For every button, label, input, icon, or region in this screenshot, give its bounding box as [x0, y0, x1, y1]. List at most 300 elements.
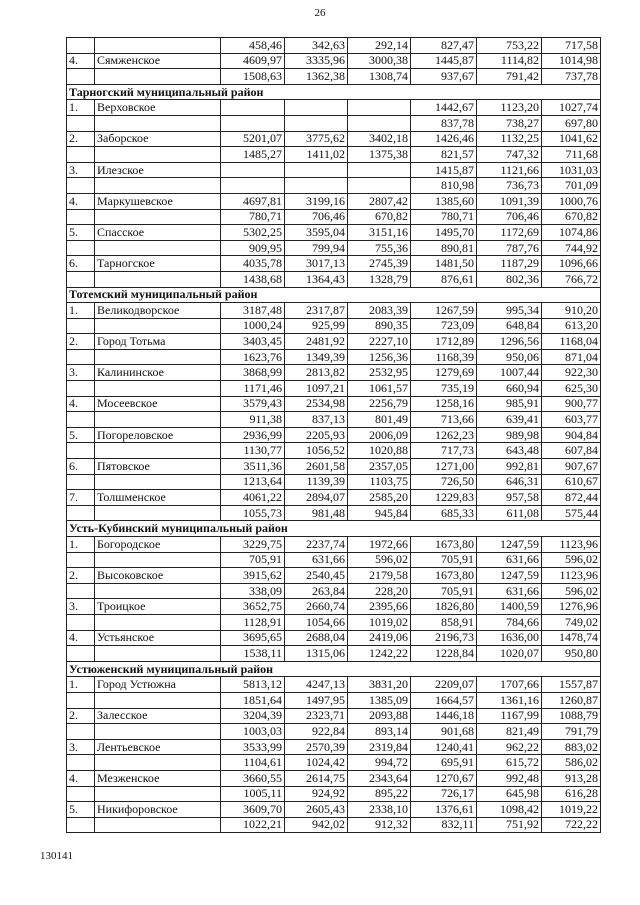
value-cell: 2196,73 — [411, 630, 477, 646]
value-cell: 3511,36 — [221, 459, 285, 475]
table-row — [67, 443, 601, 459]
value-cell: 685,33 — [411, 505, 477, 521]
value-cell: 1007,44 — [477, 365, 542, 381]
value-cell: 4609,97 — [221, 53, 285, 69]
value-cell: 586,02 — [542, 755, 601, 771]
settlement-name — [95, 412, 221, 428]
value-cell: 705,91 — [411, 552, 477, 568]
table-row — [67, 708, 601, 724]
settlement-name — [95, 115, 221, 131]
row-index — [67, 443, 95, 459]
value-cell: 1481,50 — [411, 256, 477, 272]
settlement-name: Заборское — [95, 131, 221, 147]
value-cell: 1664,57 — [411, 692, 477, 708]
tariff-table-body — [67, 38, 601, 833]
value-cell: 3775,62 — [285, 131, 348, 147]
row-index: 4. — [67, 770, 95, 786]
value-cell: 1308,74 — [348, 69, 411, 85]
value-cell: 263,84 — [285, 583, 348, 599]
value-cell: 876,61 — [411, 271, 477, 287]
table-row — [67, 162, 601, 178]
settlement-name: Верховское — [95, 100, 221, 116]
settlement-name — [95, 474, 221, 490]
value-cell: 925,99 — [285, 318, 348, 334]
value-cell: 1411,02 — [285, 147, 348, 163]
value-cell: 911,38 — [221, 412, 285, 428]
settlement-name — [95, 147, 221, 163]
row-index — [67, 786, 95, 802]
row-index — [67, 614, 95, 630]
value-cell: 1074,86 — [542, 225, 601, 241]
value-cell: 802,36 — [477, 271, 542, 287]
district-header-row — [67, 287, 601, 303]
value-cell: 1375,38 — [348, 147, 411, 163]
table-row — [67, 755, 601, 771]
value-cell: 3595,04 — [285, 225, 348, 241]
value-cell: 981,48 — [285, 505, 348, 521]
value-cell: 2807,42 — [348, 193, 411, 209]
value-cell: 1247,59 — [477, 537, 542, 553]
value-cell: 3695,65 — [221, 630, 285, 646]
settlement-name — [95, 443, 221, 459]
district-name: Тотемский муниципальный район — [67, 287, 601, 303]
settlement-name — [95, 755, 221, 771]
value-cell: 2338,10 — [348, 802, 411, 818]
row-index — [67, 115, 95, 131]
value-cell: 799,94 — [285, 240, 348, 256]
value-cell: 1041,62 — [542, 131, 601, 147]
value-cell: 910,20 — [542, 303, 601, 319]
row-index — [67, 817, 95, 833]
value-cell: 1055,73 — [221, 505, 285, 521]
value-cell: 2357,05 — [348, 459, 411, 475]
settlement-name — [95, 349, 221, 365]
settlement-name — [95, 178, 221, 194]
value-cell: 2605,43 — [285, 802, 348, 818]
value-cell: 1054,66 — [285, 614, 348, 630]
table-row — [67, 271, 601, 287]
value-cell: 726,50 — [411, 474, 477, 490]
value-cell: 1362,38 — [285, 69, 348, 85]
value-cell: 697,80 — [542, 115, 601, 131]
value-cell: 5302,25 — [221, 225, 285, 241]
value-cell: 791,79 — [542, 724, 601, 740]
settlement-name — [95, 614, 221, 630]
row-index — [67, 583, 95, 599]
value-cell: 2395,66 — [348, 599, 411, 615]
table-row — [67, 505, 601, 521]
row-index: 1. — [67, 677, 95, 693]
value-cell: 1438,68 — [221, 271, 285, 287]
value-cell: 989,98 — [477, 427, 542, 443]
value-cell: 1123,20 — [477, 100, 542, 116]
table-row — [67, 38, 601, 54]
table-row — [67, 552, 601, 568]
value-cell: 596,02 — [542, 583, 601, 599]
value-cell: 832,11 — [411, 817, 477, 833]
value-cell — [348, 162, 411, 178]
district-name: Усть-Кубинский муниципальный район — [67, 521, 601, 537]
value-cell: 611,08 — [477, 505, 542, 521]
value-cell: 1636,00 — [477, 630, 542, 646]
value-cell: 2570,39 — [285, 739, 348, 755]
row-index — [67, 552, 95, 568]
value-cell: 1296,56 — [477, 334, 542, 350]
row-index: 6. — [67, 459, 95, 475]
value-cell — [285, 162, 348, 178]
row-index: 3. — [67, 162, 95, 178]
table-row — [67, 724, 601, 740]
table-row — [67, 349, 601, 365]
district-header-row — [67, 84, 601, 100]
table-row — [67, 396, 601, 412]
value-cell: 4247,13 — [285, 677, 348, 693]
settlement-name — [95, 381, 221, 397]
value-cell: 228,20 — [348, 583, 411, 599]
settlement-name: Город Тотьма — [95, 334, 221, 350]
value-cell: 1415,87 — [411, 162, 477, 178]
value-cell: 2894,07 — [285, 490, 348, 506]
value-cell: 837,13 — [285, 412, 348, 428]
value-cell: 1400,59 — [477, 599, 542, 615]
value-cell: 1061,57 — [348, 381, 411, 397]
row-index: 2. — [67, 708, 95, 724]
district-name: Устюженский муниципальный район — [67, 661, 601, 677]
row-index — [67, 505, 95, 521]
value-cell: 1495,70 — [411, 225, 477, 241]
value-cell: 1024,42 — [285, 755, 348, 771]
value-cell: 292,14 — [348, 38, 411, 54]
value-cell: 992,48 — [477, 770, 542, 786]
value-cell: 1139,39 — [285, 474, 348, 490]
value-cell: 338,09 — [221, 583, 285, 599]
value-cell: 957,58 — [477, 490, 542, 506]
value-cell: 1020,07 — [477, 646, 542, 662]
value-cell: 1128,91 — [221, 614, 285, 630]
value-cell: 616,28 — [542, 786, 601, 802]
value-cell — [285, 100, 348, 116]
table-row — [67, 334, 601, 350]
table-row — [67, 817, 601, 833]
value-cell: 1098,42 — [477, 802, 542, 818]
settlement-name: Лентьевское — [95, 739, 221, 755]
value-cell: 1229,83 — [411, 490, 477, 506]
value-cell: 893,14 — [348, 724, 411, 740]
value-cell: 1019,22 — [542, 802, 601, 818]
value-cell: 3335,96 — [285, 53, 348, 69]
value-cell — [221, 115, 285, 131]
value-cell: 1442,67 — [411, 100, 477, 116]
value-cell: 1014,98 — [542, 53, 601, 69]
value-cell: 603,77 — [542, 412, 601, 428]
value-cell: 1097,21 — [285, 381, 348, 397]
value-cell: 4061,22 — [221, 490, 285, 506]
value-cell: 1851,64 — [221, 692, 285, 708]
value-cell: 1497,95 — [285, 692, 348, 708]
value-cell: 985,91 — [477, 396, 542, 412]
value-cell: 1000,76 — [542, 193, 601, 209]
value-cell: 801,49 — [348, 412, 411, 428]
value-cell: 2614,75 — [285, 770, 348, 786]
row-index: 5. — [67, 225, 95, 241]
table-row — [67, 583, 601, 599]
table-row — [67, 193, 601, 209]
value-cell: 631,66 — [285, 552, 348, 568]
value-cell: 992,81 — [477, 459, 542, 475]
row-index: 1. — [67, 100, 95, 116]
row-index — [67, 474, 95, 490]
value-cell: 2813,82 — [285, 365, 348, 381]
value-cell: 1426,46 — [411, 131, 477, 147]
settlement-name: Сямженское — [95, 53, 221, 69]
settlement-name — [95, 817, 221, 833]
settlement-name — [95, 646, 221, 662]
value-cell: 3000,38 — [348, 53, 411, 69]
table-row — [67, 692, 601, 708]
value-cell: 858,91 — [411, 614, 477, 630]
row-index — [67, 240, 95, 256]
value-cell: 458,46 — [221, 38, 285, 54]
row-index: 3. — [67, 739, 95, 755]
value-cell: 2745,39 — [348, 256, 411, 272]
settlement-name — [95, 38, 221, 54]
value-cell: 890,81 — [411, 240, 477, 256]
value-cell: 2006,09 — [348, 427, 411, 443]
value-cell: 3199,16 — [285, 193, 348, 209]
value-cell: 3403,45 — [221, 334, 285, 350]
value-cell: 3229,75 — [221, 537, 285, 553]
value-cell: 5813,12 — [221, 677, 285, 693]
value-cell: 1103,75 — [348, 474, 411, 490]
value-cell: 753,22 — [477, 38, 542, 54]
value-cell: 1091,39 — [477, 193, 542, 209]
value-cell: 726,17 — [411, 786, 477, 802]
row-index: 6. — [67, 256, 95, 272]
value-cell: 1167,99 — [477, 708, 542, 724]
table-row — [67, 100, 601, 116]
table-row — [67, 115, 601, 131]
row-index — [67, 381, 95, 397]
value-cell: 1258,16 — [411, 396, 477, 412]
value-cell: 780,71 — [221, 209, 285, 225]
row-index — [67, 318, 95, 334]
value-cell: 1361,16 — [477, 692, 542, 708]
value-cell: 1315,06 — [285, 646, 348, 662]
value-cell: 1130,77 — [221, 443, 285, 459]
value-cell: 1088,79 — [542, 708, 601, 724]
settlement-name: Спасское — [95, 225, 221, 241]
table-row — [67, 412, 601, 428]
value-cell: 717,58 — [542, 38, 601, 54]
value-cell: 670,82 — [542, 209, 601, 225]
value-cell: 706,46 — [285, 209, 348, 225]
value-cell: 5201,07 — [221, 131, 285, 147]
settlement-name: Мосеевское — [95, 396, 221, 412]
settlement-name — [95, 786, 221, 802]
value-cell: 596,02 — [542, 552, 601, 568]
value-cell: 1485,27 — [221, 147, 285, 163]
settlement-name — [95, 318, 221, 334]
value-cell: 1538,11 — [221, 646, 285, 662]
settlement-name: Пятовское — [95, 459, 221, 475]
value-cell: 660,94 — [477, 381, 542, 397]
value-cell: 736,73 — [477, 178, 542, 194]
value-cell: 755,36 — [348, 240, 411, 256]
table-row — [67, 178, 601, 194]
value-cell: 613,20 — [542, 318, 601, 334]
row-index: 3. — [67, 599, 95, 615]
row-index — [67, 209, 95, 225]
value-cell: 2419,06 — [348, 630, 411, 646]
settlement-name: Великодворское — [95, 303, 221, 319]
value-cell: 744,92 — [542, 240, 601, 256]
document-code: 130141 — [40, 850, 73, 862]
settlement-name: Город Устюжна — [95, 677, 221, 693]
row-index: 7. — [67, 490, 95, 506]
value-cell: 909,95 — [221, 240, 285, 256]
settlement-name — [95, 583, 221, 599]
value-cell: 2209,07 — [411, 677, 477, 693]
value-cell: 2093,88 — [348, 708, 411, 724]
value-cell: 2227,10 — [348, 334, 411, 350]
value-cell: 1114,82 — [477, 53, 542, 69]
value-cell: 821,49 — [477, 724, 542, 740]
value-cell: 907,67 — [542, 459, 601, 475]
table-row — [67, 459, 601, 475]
table-row — [67, 770, 601, 786]
value-cell: 950,06 — [477, 349, 542, 365]
table-row — [67, 131, 601, 147]
settlement-name — [95, 505, 221, 521]
value-cell: 2083,39 — [348, 303, 411, 319]
value-cell: 1121,66 — [477, 162, 542, 178]
row-index: 4. — [67, 396, 95, 412]
value-cell: 1385,09 — [348, 692, 411, 708]
value-cell: 1213,64 — [221, 474, 285, 490]
value-cell: 1022,21 — [221, 817, 285, 833]
value-cell: 2532,95 — [348, 365, 411, 381]
value-cell: 1056,52 — [285, 443, 348, 459]
value-cell: 1228,84 — [411, 646, 477, 662]
value-cell: 1276,96 — [542, 599, 601, 615]
row-index: 5. — [67, 427, 95, 443]
value-cell: 913,28 — [542, 770, 601, 786]
value-cell: 1096,66 — [542, 256, 601, 272]
table-row — [67, 739, 601, 755]
value-cell — [221, 178, 285, 194]
settlement-name: Богородское — [95, 537, 221, 553]
value-cell: 3151,16 — [348, 225, 411, 241]
value-cell: 1168,04 — [542, 334, 601, 350]
value-cell: 1267,59 — [411, 303, 477, 319]
value-cell: 1168,39 — [411, 349, 477, 365]
value-cell: 1508,63 — [221, 69, 285, 85]
value-cell: 1240,41 — [411, 739, 477, 755]
table-row — [67, 381, 601, 397]
value-cell — [285, 115, 348, 131]
value-cell: 701,09 — [542, 178, 601, 194]
table-row — [67, 427, 601, 443]
value-cell: 827,47 — [411, 38, 477, 54]
value-cell: 950,80 — [542, 646, 601, 662]
table-row — [67, 786, 601, 802]
table-row — [67, 474, 601, 490]
value-cell: 3579,43 — [221, 396, 285, 412]
value-cell: 3187,48 — [221, 303, 285, 319]
value-cell: 751,92 — [477, 817, 542, 833]
value-cell — [348, 100, 411, 116]
value-cell: 2660,74 — [285, 599, 348, 615]
value-cell: 1707,66 — [477, 677, 542, 693]
value-cell: 924,92 — [285, 786, 348, 802]
district-header-row — [67, 661, 601, 677]
table-row — [67, 225, 601, 241]
value-cell: 1623,76 — [221, 349, 285, 365]
row-index: 2. — [67, 131, 95, 147]
value-cell: 871,04 — [542, 349, 601, 365]
value-cell: 912,32 — [348, 817, 411, 833]
table-row — [67, 490, 601, 506]
value-cell: 1031,03 — [542, 162, 601, 178]
value-cell: 1328,79 — [348, 271, 411, 287]
value-cell: 3652,75 — [221, 599, 285, 615]
value-cell: 837,78 — [411, 115, 477, 131]
value-cell: 607,84 — [542, 443, 601, 459]
value-cell: 2317,87 — [285, 303, 348, 319]
value-cell: 717,73 — [411, 443, 477, 459]
value-cell: 1020,88 — [348, 443, 411, 459]
value-cell: 937,67 — [411, 69, 477, 85]
table-row — [67, 568, 601, 584]
settlement-name: Высоковское — [95, 568, 221, 584]
value-cell: 1123,96 — [542, 568, 601, 584]
value-cell: 1027,74 — [542, 100, 601, 116]
table-row — [67, 677, 601, 693]
value-cell: 4697,81 — [221, 193, 285, 209]
row-index: 4. — [67, 630, 95, 646]
value-cell: 1123,96 — [542, 537, 601, 553]
value-cell: 2323,71 — [285, 708, 348, 724]
value-cell: 645,98 — [477, 786, 542, 802]
value-cell: 342,63 — [285, 38, 348, 54]
row-index — [67, 412, 95, 428]
value-cell: 2688,04 — [285, 630, 348, 646]
value-cell: 922,30 — [542, 365, 601, 381]
value-cell: 1187,29 — [477, 256, 542, 272]
value-cell: 1478,74 — [542, 630, 601, 646]
settlement-name — [95, 240, 221, 256]
value-cell: 610,67 — [542, 474, 601, 490]
page-number: 26 — [314, 7, 326, 19]
table-row — [67, 537, 601, 553]
table-row — [67, 209, 601, 225]
settlement-name — [95, 69, 221, 85]
row-index — [67, 755, 95, 771]
value-cell: 3660,55 — [221, 770, 285, 786]
value-cell: 791,42 — [477, 69, 542, 85]
value-cell: 2534,98 — [285, 396, 348, 412]
table-row — [67, 303, 601, 319]
value-cell — [348, 178, 411, 194]
row-index: 1. — [67, 303, 95, 319]
value-cell — [221, 162, 285, 178]
settlement-name: Илезское — [95, 162, 221, 178]
value-cell: 738,27 — [477, 115, 542, 131]
value-cell: 2936,99 — [221, 427, 285, 443]
value-cell: 1712,89 — [411, 334, 477, 350]
settlement-name: Мезженское — [95, 770, 221, 786]
value-cell: 787,76 — [477, 240, 542, 256]
